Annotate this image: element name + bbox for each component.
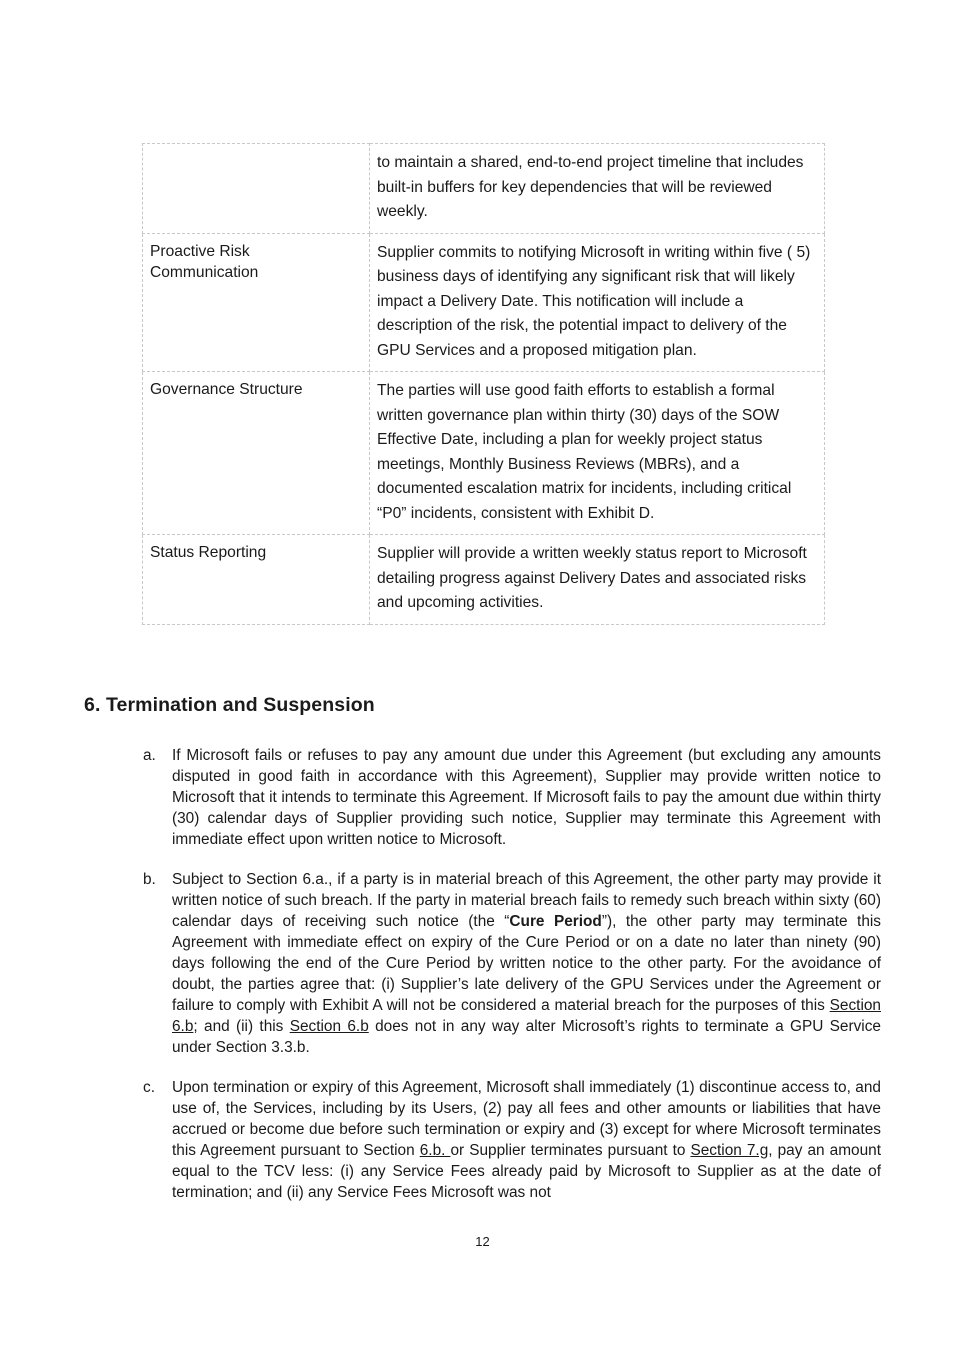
table-row-text: to maintain a shared, end-to-end project timeline that includes built-in buffers for key dependencies that will be reviewed weekly. [370,144,825,234]
obligations-table [142,143,825,625]
clause-marker: c. [143,1079,155,1096]
section-link[interactable]: Section 6.b [289,1018,369,1035]
clause-text-part: or Supplier terminates pursuant to [450,1142,691,1159]
clause-text [172,869,881,1058]
clause-text-part: ”), the other party may terminate this Agreement with immediate effect on expiry of the Cure Period or on a date no later than ninety (90) days following the end of the Cure Period by written notice to the other party. For the avoidance of doubt, the parties agree that: (i) Supplier’s late delivery of the GPU Services under the Agreement or failure to comply with Exhibit A will not be considered a material breach for the purposes of this [172,913,881,1014]
clause-text-part: ; and (ii) this [193,1018,290,1035]
table-row-text: Supplier will provide a written weekly status report to Microsoft detailing progress against Delivery Dates and associated risks and upcoming activities. [370,535,825,625]
clause-text-part: does not in any way alter Microsoft’s rights to terminate a GPU Service under Section 3.3.b. [172,1018,881,1056]
table-row [143,535,825,625]
clause-marker: b. [143,871,156,888]
clause-text-part: Upon termination or expiry of this Agreement, Microsoft shall immediately (1) discontinue access to, and use of, the Services, including by its Users, (2) pay all fees and other amounts or liabilities that have accrued or become due before such termination or expiry and (3) except for where Microsoft terminates this Agreement pursuant to Section [172,1079,881,1159]
clause-text [172,1077,881,1203]
clause-text-part: Subject to Section 6.a., if a party is in material breach of this Agreement, the other party may provide it written notice of such breach. If the party in material breach fails to remedy such breach within sixty (60) calendar days of receiving such notice (the “ [172,871,881,930]
table-row [143,144,825,234]
table-row-text: Supplier commits to notifying Microsoft in writing within five ( 5) business days of identifying any significant risk that will likely impact a Delivery Date. This notification will include a description of the risk, the potential impact to delivery of the GPU Services and a proposed mitigation plan. [370,233,825,372]
table-row [143,372,825,535]
table-row-label: Proactive Risk Communication [143,233,370,372]
table-row-text: The parties will use good faith efforts to establish a formal written governance plan within thirty (30) days of the SOW Effective Date, including a plan for weekly project status meetings, Monthly Business Reviews (MBRs), and a documented escalation matrix for incidents, including critical “P0” incidents, consistent with Exhibit D. [370,372,825,535]
table-row-label: Status Reporting [143,535,370,625]
defined-term: Cure Period [509,913,602,930]
clause-list [143,745,881,1222]
section-heading: 6. Termination and Suspension [84,694,375,716]
section-link[interactable]: 6.b. [419,1142,451,1159]
clause-marker: a. [143,747,156,764]
table-row-label [143,144,370,234]
table-row-label: Governance Structure [143,372,370,535]
section-link[interactable]: Section 7.g [690,1142,769,1159]
clause-c [143,1077,881,1203]
clause-a [143,745,881,850]
clause-text-part: , pay an amount equal to the TCV less: (i) any Service Fees already paid by Microsoft to Supplier as at the date of termination; and (ii) any Service Fees Microsoft was not [172,1142,881,1201]
clause-text: If Microsoft fails or refuses to pay any amount due under this Agreement (but excluding any amounts disputed in good faith in accordance with this Agreement), Supplier may provide written notice to Microsoft that it intends to terminate this Agreement. If Microsoft fails to pay the amount due within thirty (30) calendar days of Supplier providing such notice, Supplier may terminate this Agreement with immediate effect upon written notice to Microsoft. [172,747,881,848]
section-link[interactable]: Section 6.b [172,997,881,1035]
clause-b [143,869,881,1058]
page-number: 12 [475,1234,490,1249]
table-row [143,233,825,372]
